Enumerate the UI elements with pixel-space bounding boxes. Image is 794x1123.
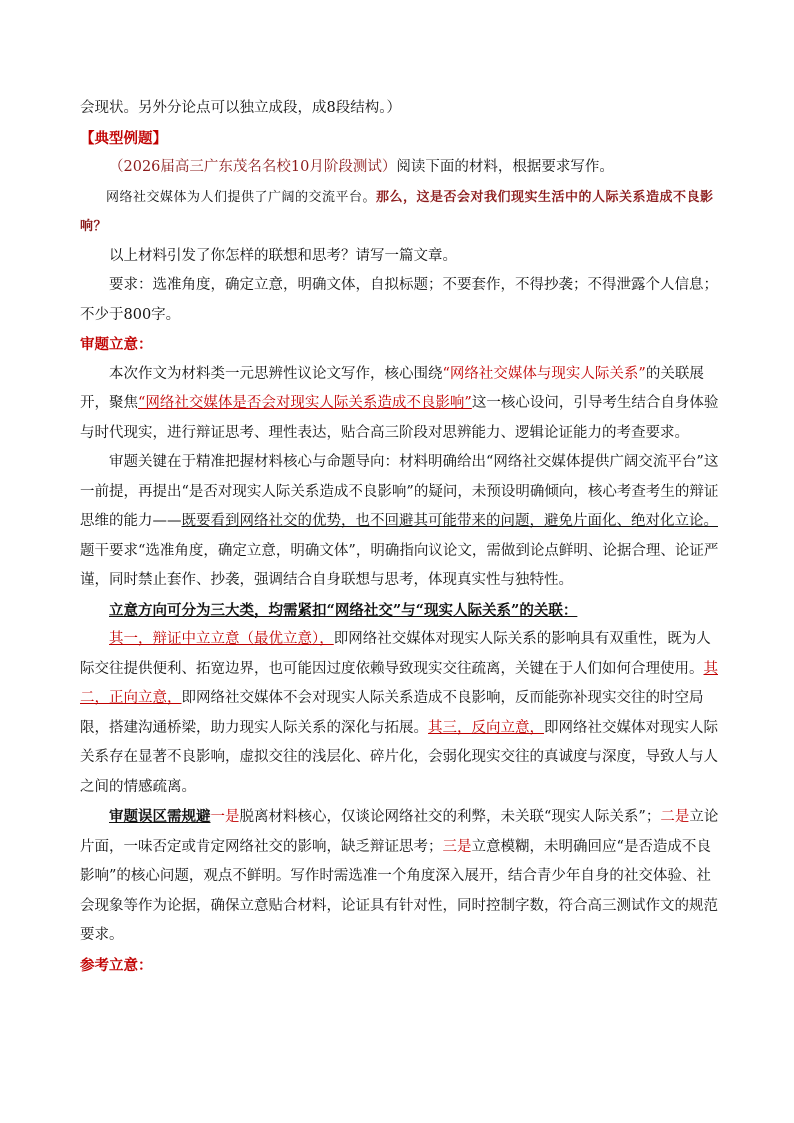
directions-heading: 立意方向可分为三大类，均需紧扣“网络社交”与“现实人际关系”的关联：	[109, 601, 578, 619]
direction-3-label: 其三，反向立意，	[428, 719, 544, 736]
pitfall-3-label: 三是	[442, 838, 472, 855]
para1-highlight-b: “网络社交媒体与现实人际关系”	[442, 365, 646, 382]
direction-3-text: 即网络社交媒体对现实人际关系存在显著不良影响，虚拟交往的浅层化、碎片化，会弱化现实交往的真诚度与深度，导致人与人之间的情感疏离。	[80, 719, 718, 795]
material-text	[80, 183, 720, 242]
reference-heading: 参考立意：	[80, 956, 153, 974]
question-text: 以上材料引发了你怎样的联想和思考？请写一篇文章。	[109, 247, 457, 264]
pitfall-1-text: 脱离材料核心，仅谈论网络社交的利弊，未关联“现实人际关系”；	[239, 809, 661, 825]
direction-2-label: 其二，正向立意，	[80, 660, 718, 706]
analysis-paragraph-4	[80, 802, 720, 951]
document-body	[80, 94, 720, 980]
para2-text-a: 审题关键在于精准把握材料核心与命题导向：材料明确给出“网络社交媒体提供广阔交流平台”这一前提，再提出“是否对现实人际关系造成不良影响”的疑问，未预设明确倾向，核心考查考生的辩证思维的能力——	[80, 454, 719, 529]
example-heading: 【典型例题】	[80, 129, 167, 147]
pitfall-2-text: 立论片面，一味否定或肯定网络社交的影响，缺乏辩证思考；	[80, 809, 719, 855]
top-line: 会现状。另外分论点可以独立成段，成8段结构。）	[80, 100, 401, 116]
prompt-line	[80, 153, 720, 183]
pitfall-3-text: 立意模糊，未明确回应“是否造成不良影响”的核心问题，观点不鲜明。写作时需选准一个角度深入展开，结合青少年自身的社交体验、社会现象等作为论据，确保立意贴合材料，论证具有针对性，同时控制字数，符合高三测试作文的规范要求。	[80, 838, 718, 943]
direction-2-text: 即网络社交媒体不会对现实人际关系造成不良影响，反而能弥补现实交往的时空局限，搭建沟通桥梁，助力现实人际关系的深化与拓展。	[80, 690, 704, 736]
requirements-text: 要求：选准角度，确定立意，明确文体，自拟标题；不要套作，不得抄袭；不得泄露个人信息；不少于800字。	[80, 277, 718, 323]
material-part1: 网络社交媒体为人们提供了广阔的交流平台。	[106, 189, 377, 205]
analysis-paragraph-3	[80, 625, 720, 802]
direction-1-text: 即网络社交媒体对现实人际关系的影响具有双重性，既为人际交往提供便利、拓宽边界，也可能因过度依赖导致现实交往疏离，关键在于人们如何合理使用。	[80, 631, 711, 677]
pitfall-2-label: 二是	[660, 809, 690, 825]
prompt-instruction: 阅读下面的材料，根据要求写作。	[396, 159, 614, 175]
prompt-source: （2026届高三广东茂名名校10月阶段测试）	[109, 159, 397, 175]
analysis-heading: 审题立意：	[80, 336, 153, 353]
pitfalls-label: 审题误区需规避	[109, 808, 211, 825]
analysis-paragraph-2	[80, 448, 720, 596]
pitfall-1-label: 一是	[210, 809, 240, 825]
direction-1-label: 其一，辩证中立立意（最优立意），	[109, 631, 334, 647]
para1-text-c: 的关联展开，聚焦	[80, 365, 704, 411]
para2-text-c: 题干要求“选准角度，确定立意，明确文体”，明确指向议论文，需做到论点鲜明、论据合理、论证严谨，同时禁止套作、抄袭，强调结合自身联想与思考，体现真实性与独特性。	[80, 542, 719, 588]
analysis-paragraph-1	[80, 360, 720, 449]
para2-underline-b: 既要看到网络社交的优势，也不回避其可能带来的问题，避免片面化、绝对化立论。	[181, 513, 718, 529]
para1-text-a: 本次作文为材料类一元思辨性议论文写作，核心围绕	[109, 365, 443, 382]
para1-text-e: 这一核心设问，引导考生结合自身体验与时代现实，进行辩证思考、理性表达，贴合高三阶段对思辨能力、逻辑论证能力的考查要求。	[80, 395, 719, 441]
para1-highlight-d: “网络社交媒体是否会对现实人际关系造成不良影响”	[138, 395, 472, 411]
material-part2: 那么，这是否会对我们现实生活中的人际关系造成不良影响？	[80, 189, 714, 234]
